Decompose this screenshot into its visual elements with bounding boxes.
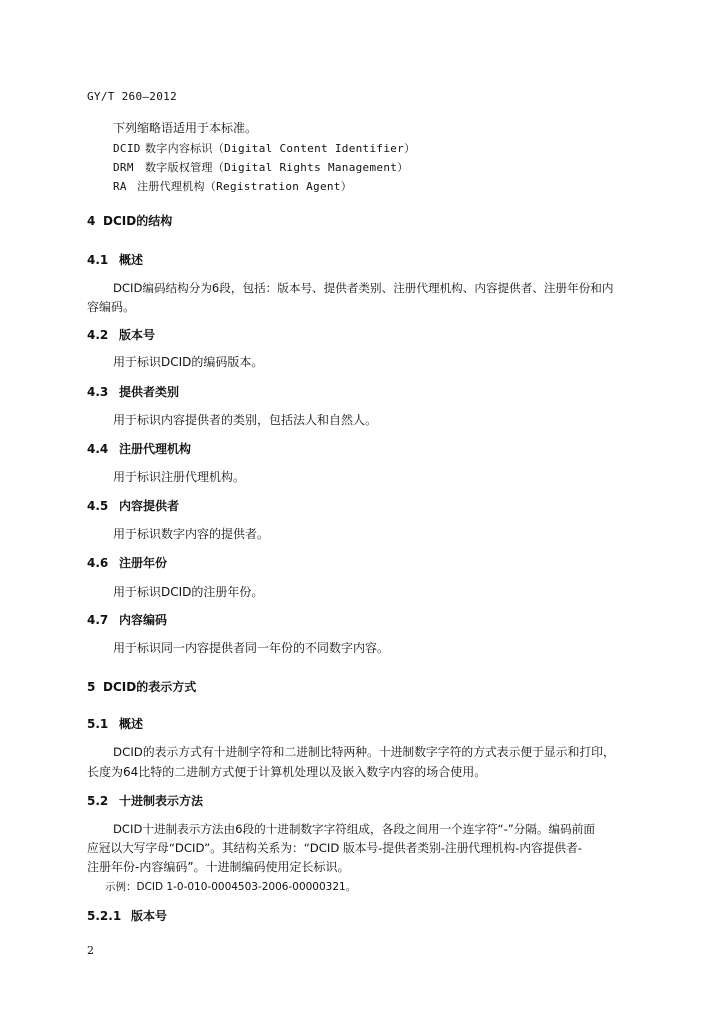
subsection-heading (87, 555, 167, 571)
section-title: DCID的表示方式 (103, 680, 197, 694)
paragraph-line: 用于标识DCID的注册年份。 (113, 585, 264, 599)
section-title: 内容提供者 (119, 499, 180, 513)
section-title: 概述 (119, 717, 144, 731)
page-header: GY/T 260—2012 (87, 90, 177, 103)
subsection-heading (87, 441, 191, 457)
section-number: 5.2 (87, 794, 109, 808)
section-number: 4.7 (87, 613, 109, 627)
paragraph-line: 用于标识内容提供者的类别，包括法人和自然人。 (113, 413, 378, 427)
abbrev-term: DRM (113, 161, 134, 174)
paragraph-line: 容编码。 (87, 300, 136, 314)
subsection-heading (87, 252, 143, 268)
section-number: 4.5 (87, 499, 109, 513)
section-title: 概述 (119, 253, 144, 267)
section-number: 4 (87, 214, 96, 228)
abbrev-definition: 数字版权管理（Digital Rights Management） (145, 161, 409, 174)
paragraph-line: 用于标识注册代理机构。 (113, 470, 246, 484)
section-title: 内容编码 (119, 613, 168, 627)
paragraph-line: DCID十进制表示方法由6段的十进制数字字符组成，各段之间用一个连字符“-”分隔。编码前面 (113, 822, 595, 836)
abbrev-definition: 注册代理机构（Registration Agent） (137, 180, 353, 193)
section-number: 4.4 (87, 442, 109, 456)
paragraph-line: 用于标识同一内容提供者同一年份的不同数字内容。 (113, 641, 390, 655)
paragraph-line: DCID编码结构分为6段，包括：版本号、提供者类别、注册代理机构、内容提供者、注册年份和内 (113, 281, 614, 295)
section-title: 提供者类别 (119, 385, 180, 399)
section-number: 5.1 (87, 717, 109, 731)
abbrev-row (113, 178, 352, 195)
section-number: 4.2 (87, 328, 109, 342)
section-number: 5.2.1 (87, 909, 122, 923)
subsection-heading (87, 716, 143, 732)
subsection-heading (87, 908, 167, 924)
section-title: 注册代理机构 (119, 442, 192, 456)
paragraph-line: 长度为64比特的二进制方式便于计算机处理以及嵌入数字内容的场合使用。 (87, 765, 487, 779)
subsection-heading (87, 612, 167, 628)
abbrev-term: RA (113, 180, 127, 193)
section-title: 版本号 (131, 909, 168, 923)
section-heading (87, 679, 196, 695)
subsection-heading (87, 327, 155, 343)
section-title: 版本号 (119, 328, 156, 342)
page-number: 2 (87, 944, 94, 957)
abbrev-row (113, 159, 408, 176)
abbrev-definition: 数字内容标识（Digital Content Identifier） (145, 142, 416, 155)
section-number: 5 (87, 680, 96, 694)
subsection-heading (87, 793, 203, 809)
subsection-heading (87, 498, 179, 514)
example-text: 示例：DCID 1-0-010-0004503-2006-00000321。 (105, 881, 357, 893)
section-title: 十进制表示方法 (119, 794, 204, 808)
abbrev-row (113, 140, 415, 157)
paragraph-line: 注册年份-内容编码”。十进制编码使用定长标识。 (87, 860, 350, 874)
subsection-heading (87, 384, 179, 400)
section-title: 注册年份 (119, 556, 168, 570)
paragraph-line: 用于标识DCID的编码版本。 (113, 355, 264, 369)
section-title: DCID的结构 (103, 214, 173, 228)
abbrev-term: DCID (113, 142, 141, 155)
abbrev-intro: 下列缩略语适用于本标准。 (113, 121, 258, 135)
paragraph-line: 用于标识数字内容的提供者。 (113, 527, 270, 541)
paragraph-line: DCID的表示方式有十进制字符和二进制比特两种。十进制数字字符的方式表示便于显示和打印， (113, 745, 615, 759)
paragraph-line: 应冠以大写字母“DCID”。其结构关系为：“DCID 版本号-提供者类别-注册代理机构-内容提供者- (87, 841, 583, 855)
section-heading (87, 213, 172, 229)
section-number: 4.6 (87, 556, 109, 570)
section-number: 4.1 (87, 253, 109, 267)
section-number: 4.3 (87, 385, 109, 399)
